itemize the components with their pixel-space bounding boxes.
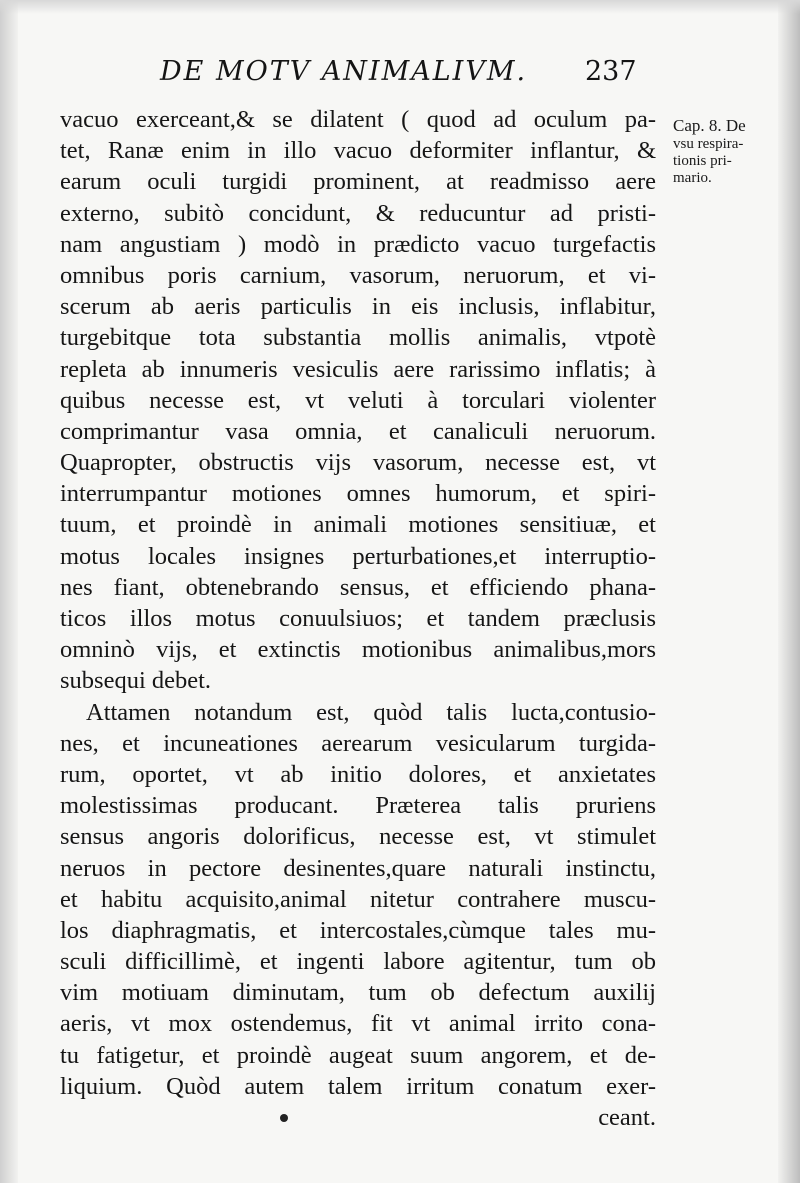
marginal-note xyxy=(673,116,793,187)
text-line: repleta ab innumeris vesiculis aere rarissimo inflatis; à xyxy=(60,355,656,383)
text-line: ceant. xyxy=(598,1104,656,1131)
ink-dot-mark xyxy=(280,1114,288,1122)
text-line: rum, oportet, vt ab initio dolores, et anxietates xyxy=(60,760,656,788)
body-text xyxy=(60,104,656,1133)
text-line: Attamen notandum est, quòd talis lucta,contusio- xyxy=(86,698,656,726)
text-line: vacuo exerceant,& se dilatent ( quod ad oculum pa- xyxy=(60,106,656,133)
marginal-note-line: Cap. 8. De xyxy=(673,116,746,135)
text-line: los diaphragmatis, et intercostales,cùmque tales mu- xyxy=(60,916,656,944)
marginal-note-line: tionis pri- xyxy=(673,153,732,169)
page-top-shadow xyxy=(0,0,800,14)
text-line: nes fiant, obtenebrando sensus, et efficiendo phana- xyxy=(60,573,656,601)
text-line: motus locales insignes perturbationes,et interruptio- xyxy=(60,542,656,570)
text-line: aeris, vt mox ostendemus, fit vt animal irrito cona- xyxy=(60,1010,656,1038)
text-line: tu fatigetur, et proindè augeat suum angorem, et de- xyxy=(60,1041,656,1069)
text-line: vim motiuam diminutam, tum ob defectum auxilij xyxy=(60,979,656,1007)
marginal-note-line: vsu respira- xyxy=(673,136,744,152)
text-line: sculi difficillimè, et ingenti labore agitentur, tum ob xyxy=(60,948,656,976)
text-line: molestissimas producant. Præterea talis pruriens xyxy=(60,792,656,820)
text-line: nes, et incuneationes aerearum vesicularum turgida- xyxy=(60,729,656,757)
text-line: et habitu acquisito,animal nitetur contrahere muscu- xyxy=(60,885,656,913)
text-line: Quapropter, obstructis vijs vasorum, necesse est, vt xyxy=(60,449,656,477)
text-line: omnibus poris carnium, vasorum, neruorum, et vi- xyxy=(60,261,656,289)
text-line: subsequi debet. xyxy=(60,667,212,695)
running-head: DE MOTV ANIMALIVM. xyxy=(160,56,528,87)
text-line: tet, Ranæ enim in illo vacuo deformiter inflantur, & xyxy=(60,137,656,165)
text-line: externo, subitò concidunt, & reducuntur ad pristi- xyxy=(60,199,656,227)
text-line: ticos illos motus conuulsiuos; et tandem præclusis xyxy=(60,605,656,632)
text-line: comprimantur vasa omnia, et canaliculi neruorum. xyxy=(60,417,656,445)
text-line: neruos in pectore desinentes,quare naturali instinctu, xyxy=(60,854,656,882)
text-line: turgebitque tota substantia mollis animalis, vtpotè xyxy=(60,324,656,352)
text-line: omninò vijs, et extinctis motionibus animalibus,mors xyxy=(60,636,656,664)
text-line: liquium. Quòd autem talem irritum conatum exer- xyxy=(60,1072,656,1100)
text-line: quibus necesse est, vt veluti à torculari violenter xyxy=(60,386,656,414)
text-line: sensus angoris dolorificus, necesse est, vt stimulet xyxy=(60,823,656,851)
page-gutter-shadow xyxy=(0,0,18,1183)
text-line: scerum ab aeris particulis in eis inclusis, inflabitur, xyxy=(60,293,656,321)
marginal-note-line: mario. xyxy=(673,170,712,186)
text-line: earum oculi turgidi prominent, at readmisso aere xyxy=(60,168,656,196)
page-number: 237 xyxy=(585,56,637,87)
text-line: nam angustiam ) modò in prædicto vacuo turgefactis xyxy=(60,230,656,258)
text-line: interrumpantur motiones omnes humorum, et spiri- xyxy=(60,480,656,508)
text-line: tuum, et proindè in animali motiones sensitiuæ, et xyxy=(60,511,656,539)
